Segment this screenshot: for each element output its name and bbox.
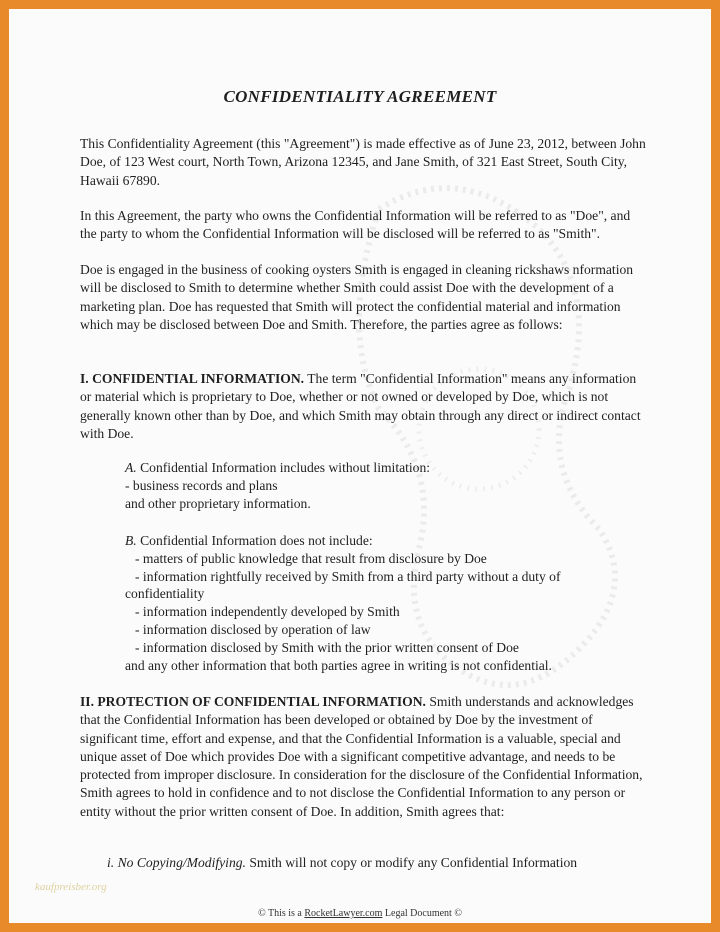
section-confidential-information — [80, 370, 650, 443]
list-item: - matters of public knowledge that result from disclosure by Doe — [135, 550, 487, 566]
section-text: Smith understands and acknowledges that the Confidential Information has been developed or obtained by Doe by the investment of significant time, effort and expense, and that the Confidential Information is a valuable, special and unique asset of Doe which provides Doe with a significant competitive advantage, and needs to be protected from improper disclosure. In consideration for the disclosure of the Confidential Information, Smith agrees to hold in confidence and to not disclose the Confidential Information to any person or entity without the prior written consent of Doe. In addition, Smith agrees that: — [80, 694, 643, 819]
section-heading: I. CONFIDENTIAL INFORMATION. — [80, 371, 305, 386]
rocketlawyer-link[interactable]: RocketLawyer.com — [304, 908, 383, 919]
clause-no-copying — [107, 854, 667, 872]
includes-label: A. — [125, 460, 137, 475]
clause-label: i. No Copying/Modifying. — [107, 855, 246, 870]
excludes-intro: B. Confidential Information does not include: — [125, 533, 373, 548]
parties-paragraph: In this Agreement, the party who owns the Confidential Information will be referred to as "Doe", and the party to whom the Confidential Information will be disclosed will be referred to as "Smith". — [80, 208, 631, 242]
document-page — [9, 9, 711, 923]
list-item: - business records and plans — [125, 477, 278, 493]
list-item: - information disclosed by Smith with the prior written consent of Doe — [135, 639, 519, 655]
clause-text: Smith will not copy or modify any Confidential Information — [245, 855, 578, 870]
corner-watermark-text: kaufpreisber.org — [35, 881, 107, 893]
list-item: - information independently developed by Smith — [135, 604, 400, 620]
list-item: confidentiality — [125, 586, 205, 602]
section-protection — [80, 693, 650, 821]
list-item: - information disclosed by operation of law — [135, 621, 371, 637]
excludes-list — [125, 532, 645, 674]
list-item: and other proprietary information. — [125, 495, 311, 511]
footer: © This is a RocketLawyer.com Legal Document © — [258, 908, 462, 919]
document-title: CONFIDENTIALITY AGREEMENT — [223, 87, 497, 106]
business-paragraph: Doe is engaged in the business of cooking oysters Smith is engaged in cleaning rickshaws nformation will be disclosed to Smith to determine whether Smith could assist Doe with the development of a marketing plan. Doe has requested that Smith will protect the confidential material and information which may be disclosed between Doe and Smith. Therefore, the parties agree as follows: — [80, 262, 634, 332]
includes-list — [125, 459, 645, 512]
list-item: and any other information that both parties agree in writing is not confidential. — [125, 657, 552, 673]
list-item: - information rightfully received by Smith from a third party without a duty of — [135, 568, 561, 584]
section-text: The term "Confidential Information" means any information or material which is proprietary to Doe, whether or not owned or developed by Doe, which is not generally known other than by Doe, and which Smith may obtain through any direct or indirect contact with Doe. — [80, 371, 641, 441]
intro-paragraph: This Confidentiality Agreement (this "Agreement") is made effective as of June 23, 2012, between John Doe, of 123 West court, North Town, Arizona 12345, and Jane Smith, of 321 East Street, South City, Hawaii 67890. — [80, 136, 646, 188]
section-heading: II. PROTECTION OF CONFIDENTIAL INFORMATION. — [80, 694, 426, 709]
excludes-label: B. — [125, 533, 137, 548]
includes-intro: A. Confidential Information includes without limitation: — [125, 460, 431, 475]
